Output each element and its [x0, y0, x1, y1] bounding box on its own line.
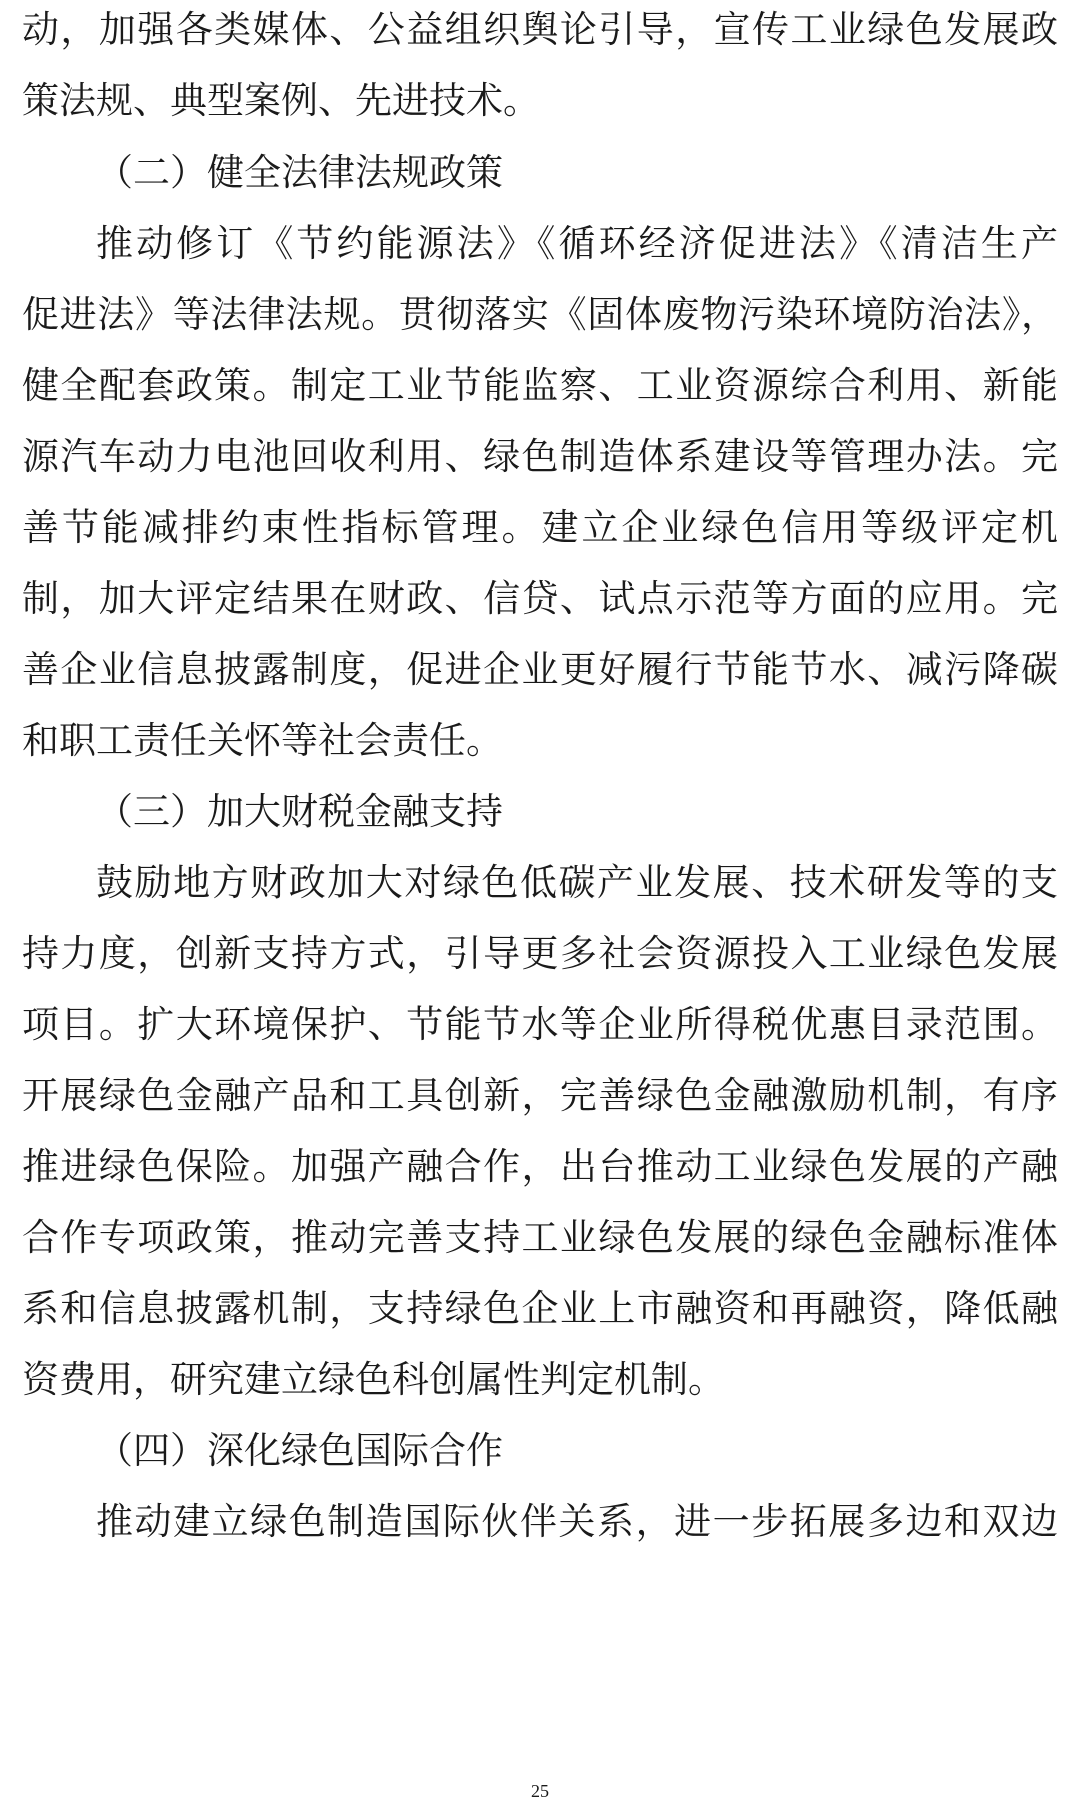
paragraph-first-line: 鼓励地方财政加大对绿色低碳产业发展、技术研发等的支 — [96, 861, 1058, 904]
text-line: 项目。扩大环境保护、节能节水等企业所得税优惠目录范围。 — [22, 1003, 1058, 1046]
text-line: 健全配套政策。制定工业节能监察、工业资源综合利用、新能 — [22, 364, 1058, 407]
text-line: 策法规、典型案例、先进技术。 — [22, 79, 540, 122]
text-line: 合作专项政策，推动完善支持工业绿色发展的绿色金融标准体 — [22, 1216, 1058, 1259]
text-line: 动，加强各类媒体、公益组织舆论引导，宣传工业绿色发展政 — [22, 8, 1058, 51]
text-line: 资费用，研究建立绿色科创属性判定机制。 — [22, 1358, 725, 1401]
text-line: 源汽车动力电池回收利用、绿色制造体系建设等管理办法。完 — [22, 435, 1058, 478]
text-line: 和职工责任关怀等社会责任。 — [22, 719, 503, 762]
text-line: 制，加大评定结果在财政、信贷、试点示范等方面的应用。完 — [22, 577, 1058, 620]
text-line: 持力度，创新支持方式，引导更多社会资源投入工业绿色发展 — [22, 932, 1058, 975]
text-line: 促进法》等法律法规。贯彻落实《固体废物污染环境防治法》， — [22, 293, 1058, 336]
text-line: 开展绿色金融产品和工具创新，完善绿色金融激励机制，有序 — [22, 1074, 1058, 1117]
section-heading: （二）健全法律法规政策 — [96, 151, 503, 194]
paragraph-first-line: 推动建立绿色制造国际伙伴关系，进一步拓展多边和双边 — [96, 1500, 1058, 1543]
paragraph-first-line: 推动修订《节约能源法》《循环经济促进法》《清洁生产 — [96, 222, 1058, 265]
text-line: 系和信息披露机制，支持绿色企业上市融资和再融资，降低融 — [22, 1287, 1058, 1330]
text-line: 善企业信息披露制度，促进企业更好履行节能节水、减污降碳 — [22, 648, 1058, 691]
text-line: 善节能减排约束性指标管理。建立企业绿色信用等级评定机 — [22, 506, 1058, 549]
section-heading: （三）加大财税金融支持 — [96, 790, 503, 833]
section-heading: （四）深化绿色国际合作 — [96, 1429, 503, 1472]
text-line: 推进绿色保险。加强产融合作，出台推动工业绿色发展的产融 — [22, 1145, 1058, 1188]
page-number: 25 — [531, 1781, 549, 1801]
